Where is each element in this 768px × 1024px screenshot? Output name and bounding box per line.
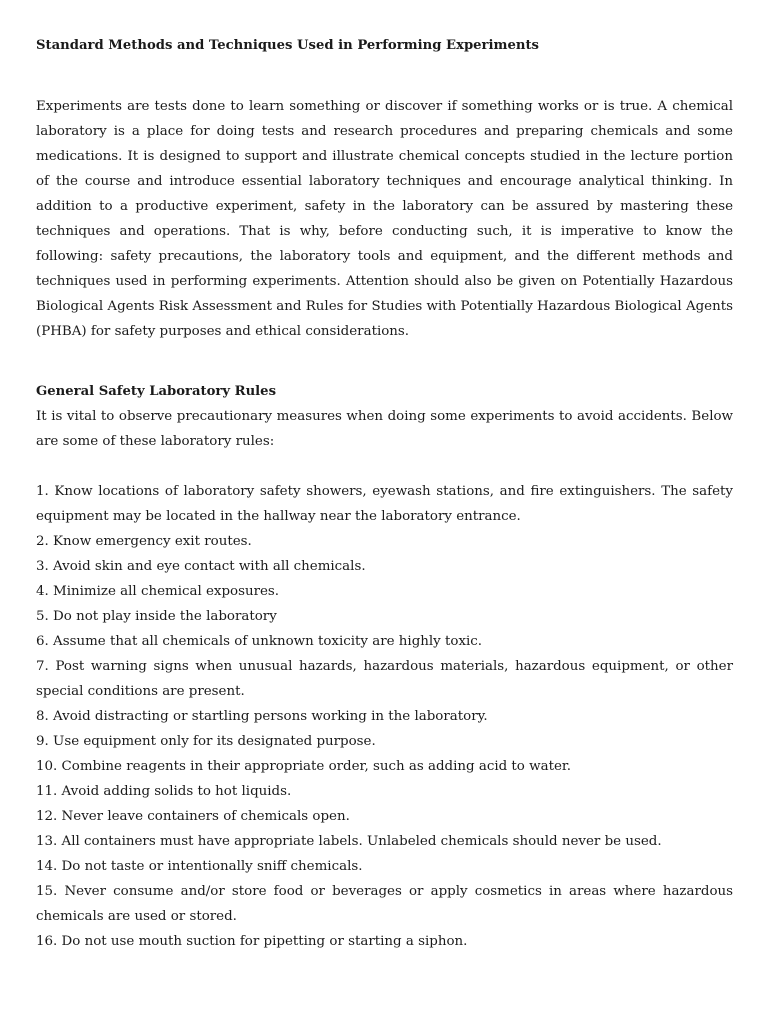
rule-item: 12. Never leave containers of chemicals open. [36,809,350,824]
rule-item: 5. Do not play inside the laboratory [36,609,277,624]
rule-item: 6. Assume that all chemicals of unknown toxicity are highly toxic. [36,634,483,649]
rule-item: 2. Know emergency exit routes. [36,534,252,549]
document-title: Standard Methods and Techniques Used in Performing Experiments [36,38,539,53]
rule-item: 15. Never consume and/or store food or beverages or apply cosmetics in areas where hazardous chemicals are used or stored. [36,884,733,924]
rule-item: 16. Do not use mouth suction for pipetting or starting a siphon. [36,934,468,949]
rule-item: 14. Do not taste or intentionally sniff chemicals. [36,859,363,874]
intro-paragraph: Experiments are tests done to learn something or discover if something works or is true. A chemical laboratory is a place for doing tests and research procedures and preparing chemicals and some medications. It is designed to support and illustrate chemical concepts studied in the lecture portion of the course and introduce essential laboratory techniques and encourage analytical thinking. In addition to a productive experiment, safety in the laboratory can be assured by mastering these techniques and operations. That is why, before conducting such, it is imperative to know the following: safety precautions, the laboratory tools and equipment, and the different methods and techniques used in performing experiments. Attention should also be given on Potentially Hazardous Biological Agents Risk Assessment and Rules for Studies with Potentially Hazardous Biological Agents (PHBA) for safety purposes and ethical considerations. [36,99,733,339]
safety-section-intro: It is vital to observe precautionary measures when doing some experiments to avoid accidents. Below are some of these laboratory rules: [36,409,733,449]
rule-item: 13. All containers must have appropriate labels. Unlabeled chemicals should never be used. [36,834,662,849]
safety-rules-list [36,479,733,954]
rule-item: 9. Use equipment only for its designated purpose. [36,734,376,749]
rule-item: 7. Post warning signs when unusual hazards, hazardous materials, hazardous equipment, or other special conditions are present. [36,659,733,699]
rule-item: 11. Avoid adding solids to hot liquids. [36,784,292,799]
rule-item: 4. Minimize all chemical exposures. [36,584,280,599]
section-heading-safety-rules: General Safety Laboratory Rules [36,384,276,399]
rule-item: 3. Avoid skin and eye contact with all chemicals. [36,559,366,574]
rule-item: 1. Know locations of laboratory safety showers, eyewash stations, and fire extinguishers. The safety equipment may be located in the hallway near the laboratory entrance. [36,484,733,524]
rule-item: 8. Avoid distracting or startling persons working in the laboratory. [36,709,488,724]
rule-item: 10. Combine reagents in their appropriate order, such as adding acid to water. [36,759,572,774]
